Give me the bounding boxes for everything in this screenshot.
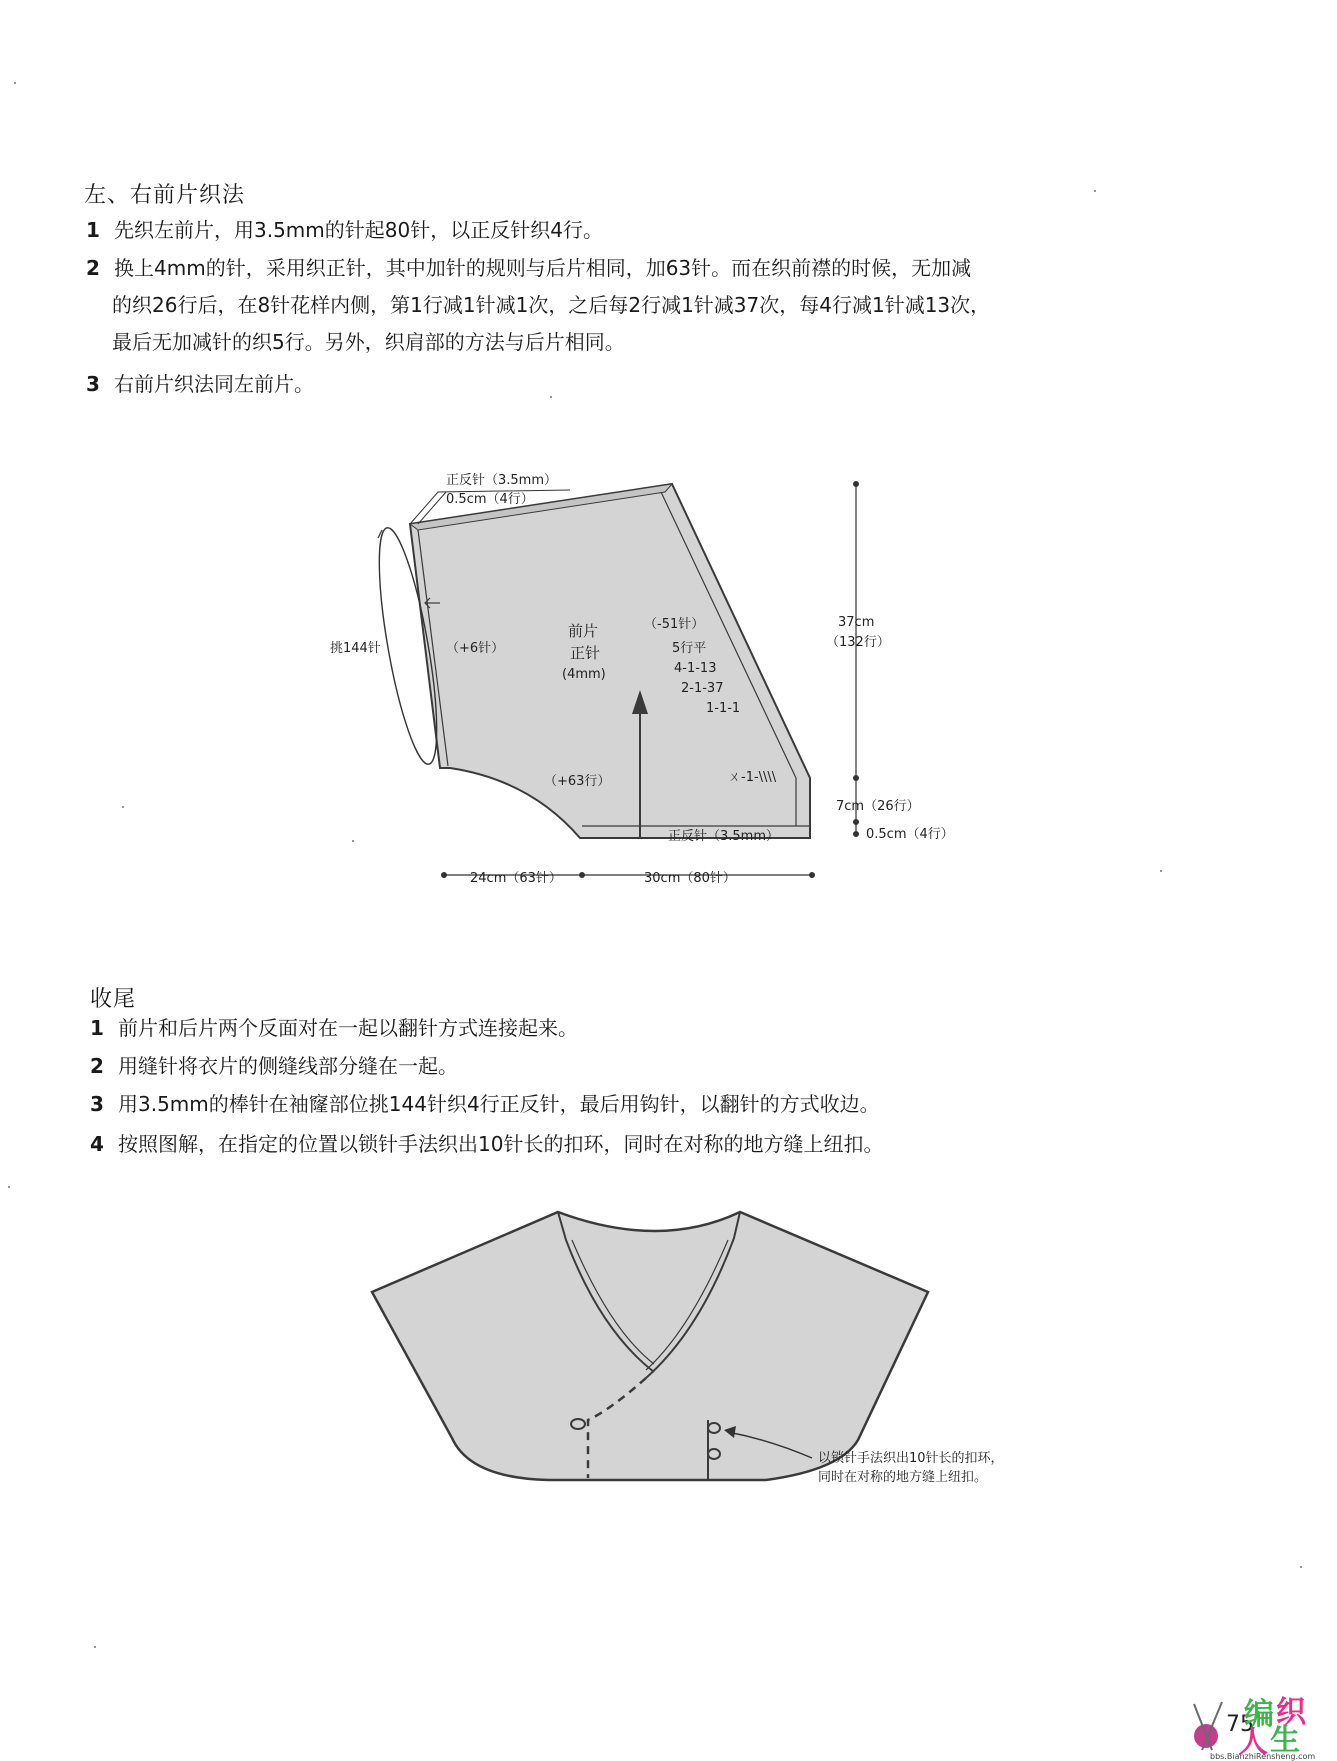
logo-url: bbs.BianzhiRensheng.com [1210,1752,1316,1761]
height-total: 37cm [838,615,875,630]
rows-increase: （+63行） [544,774,611,789]
logo-char-4: 生 [1270,1723,1300,1758]
needle-size: (4mm) [562,667,606,682]
piece-name: 前片 [568,622,599,640]
step-number: 3 [90,1092,104,1116]
step-text: 前片和后片两个反面对在一起以翻针方式连接起来。 [118,1016,578,1040]
section-title-fronts: 左、右前片织法 [84,183,246,208]
scan-speck [550,396,552,398]
scan-speck [352,840,354,842]
decrease-rule-2: 4-1-13 [674,661,717,676]
top-band-label: 正反针（3.5mm） [446,473,558,488]
scan-speck [1094,190,1096,192]
page-number: 75 [1226,1712,1254,1737]
note-line-1: 以锁针手法织出10针长的扣环， [818,1451,1004,1466]
decrease-rule-4: 1-1-1 [706,701,741,716]
scan-speck [14,82,16,84]
step-text: 先织左前片，用3.5mm的针起80针，以正反针织4行。 [114,218,603,242]
height-band: 0.5cm（4行） [866,827,954,842]
step-2-line-2: 的织26行后，在8针花样内侧，第1行减1针减1次，之后每2行减1针减37次，每4行减1针减13次， [112,293,991,317]
decrease-label: （-51针） [644,617,705,632]
cardigan-outline [372,1212,928,1480]
step-text: 右前片织法同左前片。 [114,372,314,396]
width-right: 30cm（80针） [644,871,736,886]
logo-char-1: 编 [1244,1697,1274,1732]
scan-speck [8,1186,10,1188]
decrease-rule-3: 2-1-37 [681,681,724,696]
step-number: 4 [90,1132,104,1156]
step-text: 换上4mm的针，采用织正针，其中加针的规则与后片相同，加63针。而在织前襟的时候，无加减 [114,256,972,280]
bottom-band-label: 正反针（3.5mm） [668,829,780,844]
step-2-line-3: 最后无加减针的织5行。另外，织肩部的方法与后片相同。 [112,330,625,354]
pickup-label: 挑144针 [330,641,381,656]
section-title-finishing: 收尾 [90,987,137,1012]
increase-label: （+6针） [446,641,505,656]
scan-speck [1160,870,1162,872]
knitting-needles-icon [1184,1696,1244,1756]
step-text: 用缝针将衣片的侧缝线部分缝在一起。 [118,1054,458,1078]
logo-char-3: 人 [1238,1725,1268,1760]
step-number: 1 [90,1016,104,1040]
stitch-hatch: ㄨ-1-\\\\ [728,770,777,785]
width-left: 24cm（63针） [470,871,562,886]
height-lower: 7cm（26行） [836,799,920,814]
stitch-type: 正针 [570,644,601,662]
step-number: 3 [86,372,100,396]
height-rows: （132行） [826,635,890,650]
scan-speck [1300,1566,1302,1568]
note-line-2: 同时在对称的地方缝上纽扣。 [818,1470,988,1485]
scan-speck [122,806,124,808]
scan-speck [94,1646,96,1648]
logo-char-2: 织 [1276,1695,1306,1730]
top-band-rows: 0.5cm（4行） [446,492,534,507]
step-number: 2 [86,256,100,280]
step-number: 1 [86,218,100,242]
decrease-rule-1: 5行平 [672,641,707,656]
step-number: 2 [90,1054,104,1078]
step-text: 按照图解，在指定的位置以锁针手法织出10针长的扣环，同时在对称的地方缝上纽扣。 [118,1132,884,1156]
step-text: 用3.5mm的棒针在袖窿部位挑144针织4行正反针，最后用钩针，以翻针的方式收边。 [118,1092,880,1116]
